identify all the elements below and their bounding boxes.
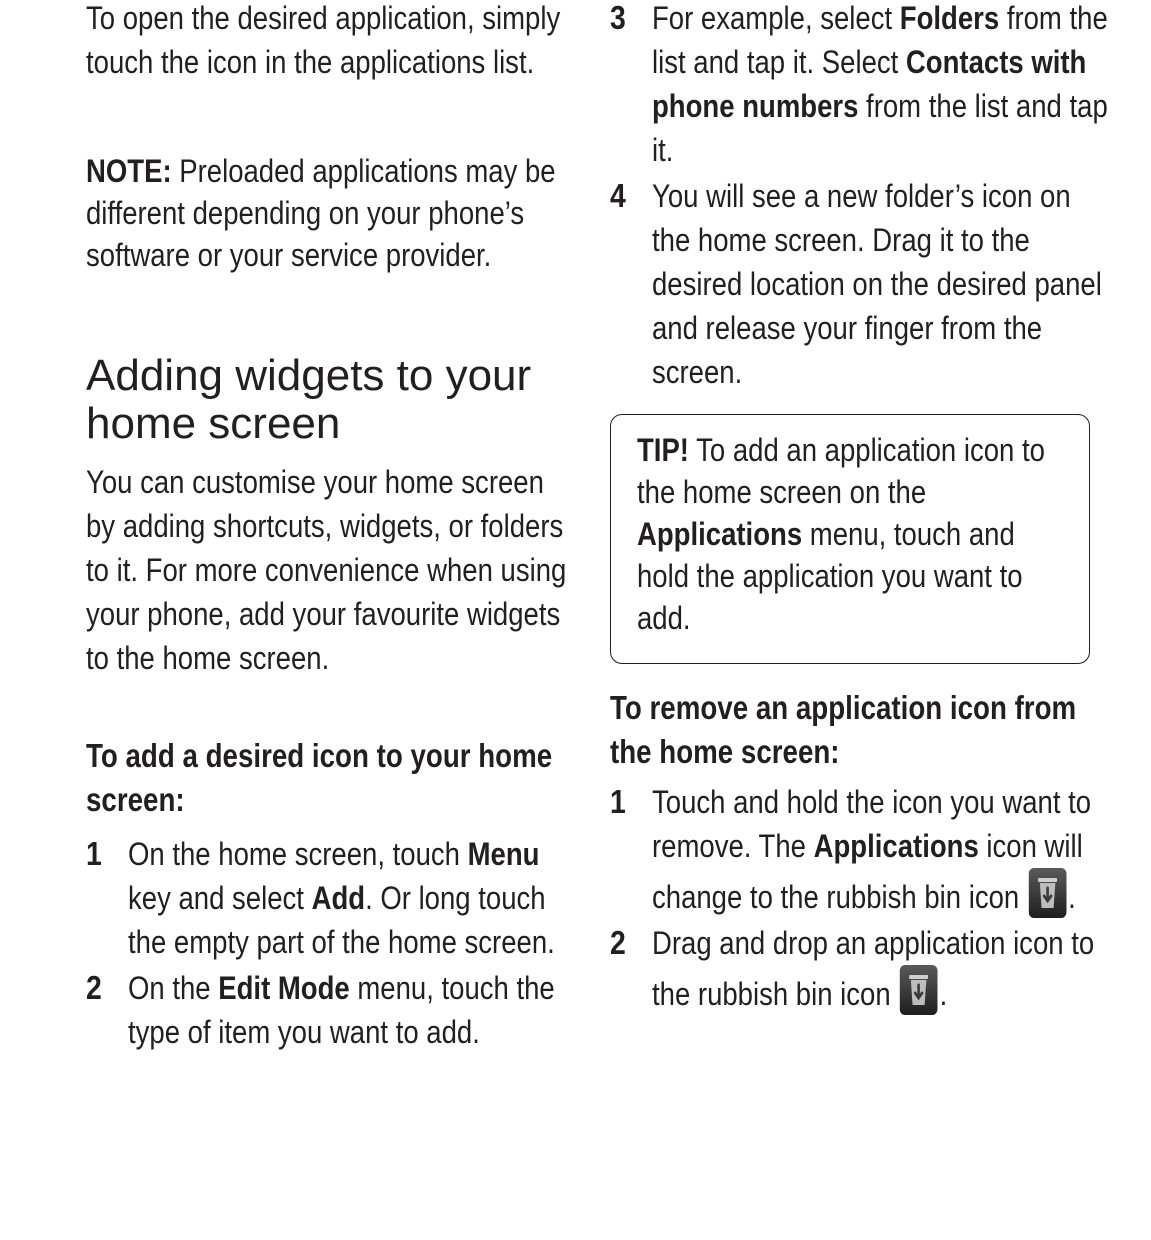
- section-heading: Adding widgets to your home screen: [86, 351, 532, 448]
- step-text: On the Edit Mode menu, touch the type of item you want to add.: [128, 970, 555, 1050]
- section-intro-paragraph: You can customise your home screen by adding shortcuts, widgets, or folders to it. For more convenience when using your phone, add your favourite widgets to the home screen.: [86, 464, 567, 676]
- list-item: [610, 0, 1110, 172]
- step-number: 2: [610, 924, 626, 961]
- remove-icon-steps: [610, 780, 1110, 1018]
- tip-label: TIP!: [637, 432, 689, 468]
- add-icon-subheading: To add a desired icon to your home screen:: [86, 737, 553, 818]
- step-text: Drag and drop an application icon to the rubbish bin icon .: [652, 921, 1109, 1016]
- list-item: [610, 780, 1110, 919]
- step-number: 1: [610, 783, 626, 820]
- list-item: [86, 966, 576, 1054]
- remove-icon-subheading: To remove an application icon from the home screen:: [610, 689, 1077, 770]
- note-paragraph: [86, 150, 575, 276]
- add-icon-steps: [86, 832, 576, 1056]
- step-text: Touch and hold the icon you want to remove. The Applications icon will change to the rubbish bin icon .: [652, 780, 1109, 919]
- folder-steps: [610, 0, 1110, 396]
- tip-text: TIP! To add an application icon to the home screen on the Applications menu, touch and hold the application you want to add.: [637, 432, 1045, 636]
- step-number: 1: [86, 835, 102, 872]
- step-number: 2: [86, 969, 102, 1006]
- step-text: For example, select Folders from the list and tap it. Select Contacts with phone numbers from the list and tap it.: [652, 0, 1108, 168]
- list-item: [610, 174, 1110, 394]
- list-item: [610, 921, 1110, 1016]
- note-label: NOTE:: [86, 153, 172, 189]
- list-item: [86, 832, 576, 964]
- step-text: On the home screen, touch Menu key and select Add. Or long touch the empty part of the home screen.: [128, 836, 555, 960]
- rubbish-bin-icon: [900, 965, 938, 1015]
- intro-paragraph: To open the desired application, simply touch the icon in the applications list.: [86, 0, 561, 80]
- step-number: 4: [610, 177, 626, 214]
- tip-box: [610, 414, 1090, 664]
- note-text: Preloaded applications may be different depending on your phone’s software or your service provider.: [86, 153, 556, 273]
- step-text: You will see a new folder’s icon on the home screen. Drag it to the desired location on the desired panel and release your finger from the screen.: [652, 178, 1102, 390]
- rubbish-bin-icon: [1029, 868, 1067, 918]
- step-number: 3: [610, 0, 626, 36]
